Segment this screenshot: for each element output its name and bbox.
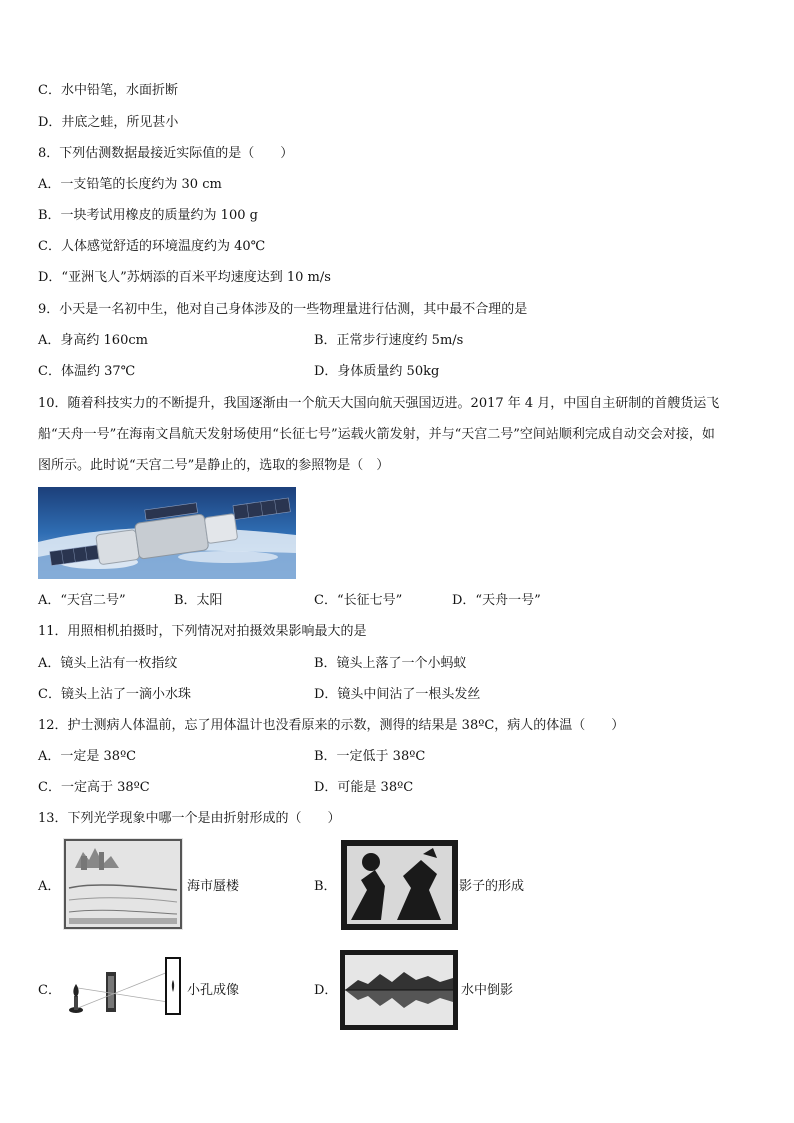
q8-option-a: A．一支铅笔的长度约为 30 cm [38,177,222,192]
reflection-image [340,950,458,1030]
q9-option-c: C．体温约 37℃ [38,364,136,379]
q11-option-a: A．镜头上沾有一枚指纹 [38,656,178,671]
q8-option-d: D．“亚洲飞人”苏炳添的百米平均速度达到 10 m/s [38,270,331,285]
q8-option-c: C．人体感觉舒适的环境温度约为 40℃ [38,239,266,254]
q9-option-a: A．身高约 160cm [38,333,148,348]
q13-option-b-letter: B． [314,879,337,894]
shadow-image [341,840,458,930]
q8-stem: 8．下列估测数据最接近实际值的是（ ） [38,146,294,161]
q10-stem-line1: 10．随着科技实力的不断提升，我国逐渐由一个航天大国向航天强国迈进。2017 年 4 月，中国自主研制的首艘货运飞 [38,396,720,411]
q10-stem-line3: 图所示。此时说“天宫二号”是静止的，选取的参照物是（ ） [38,458,390,473]
pinhole-image [62,950,186,1020]
q13-stem: 13．下列光学现象中哪一个是由折射形成的（ ） [38,811,341,826]
q11-stem: 11．用照相机拍摄时，下列情况对拍摄效果影响最大的是 [38,624,367,639]
q11-option-d: D．镜头中间沾了一根头发丝 [314,687,481,702]
q12-option-d: D．可能是 38ºC [314,780,414,795]
q10-option-d: D．“天舟一号” [452,593,541,608]
water-reflection-icon [340,950,458,1030]
q12-option-c: C．一定高于 38ºC [38,780,150,795]
q12-stem: 12．护士测病人体温前，忘了用体温计也没看原来的示数，测得的结果是 38ºC，病人的体温（ ） [38,718,625,733]
q12-option-b: B．一定低于 38ºC [314,749,426,764]
q10-option-c: C．“长征七号” [314,593,403,608]
q13-option-a-caption: 海市蜃楼 [187,879,240,894]
q13-option-c-letter: C． [38,983,61,998]
pinhole-camera-icon [62,950,186,1020]
q8-option-b: B．一块考试用橡皮的质量约为 100 g [38,208,258,223]
mirage-image [63,838,183,930]
mirage-icon [63,838,183,930]
q10-option-a: A．“天宫二号” [38,593,126,608]
space-station-photo [38,487,296,579]
q10-option-b: B．太阳 [174,593,223,608]
shadow-puppet-icon [341,840,458,930]
q13-option-c-caption: 小孔成像 [187,983,240,998]
q9-option-d: D．身体质量约 50kg [314,364,440,379]
q13-option-d-caption: 水中倒影 [461,983,514,998]
q9-stem: 9．小天是一名初中生，他对自己身体涉及的一些物理量进行估测，其中最不合理的是 [38,302,528,317]
q13-option-d-letter: D． [314,983,338,998]
q10-stem-line2: 船“天舟一号”在海南文昌航天发射场使用“长征七号”运载火箭发射，并与“天宫二号”空间站顺利完成自动交会对接，如 [38,427,715,442]
q13-option-a-letter: A． [38,879,61,894]
q7-option-c: C．水中铅笔，水面折断 [38,83,178,98]
q11-option-c: C．镜头上沾了一滴小水珠 [38,687,191,702]
q7-option-d: D．井底之蛙，所见甚小 [38,115,179,130]
q13-option-b-caption: 影子的形成 [459,879,525,894]
q9-option-b: B．正常步行速度约 5m/s [314,333,464,348]
space-station-illustration [38,487,296,579]
q12-option-a: A．一定是 38ºC [38,749,137,764]
q11-option-b: B．镜头上落了一个小蚂蚁 [314,656,467,671]
